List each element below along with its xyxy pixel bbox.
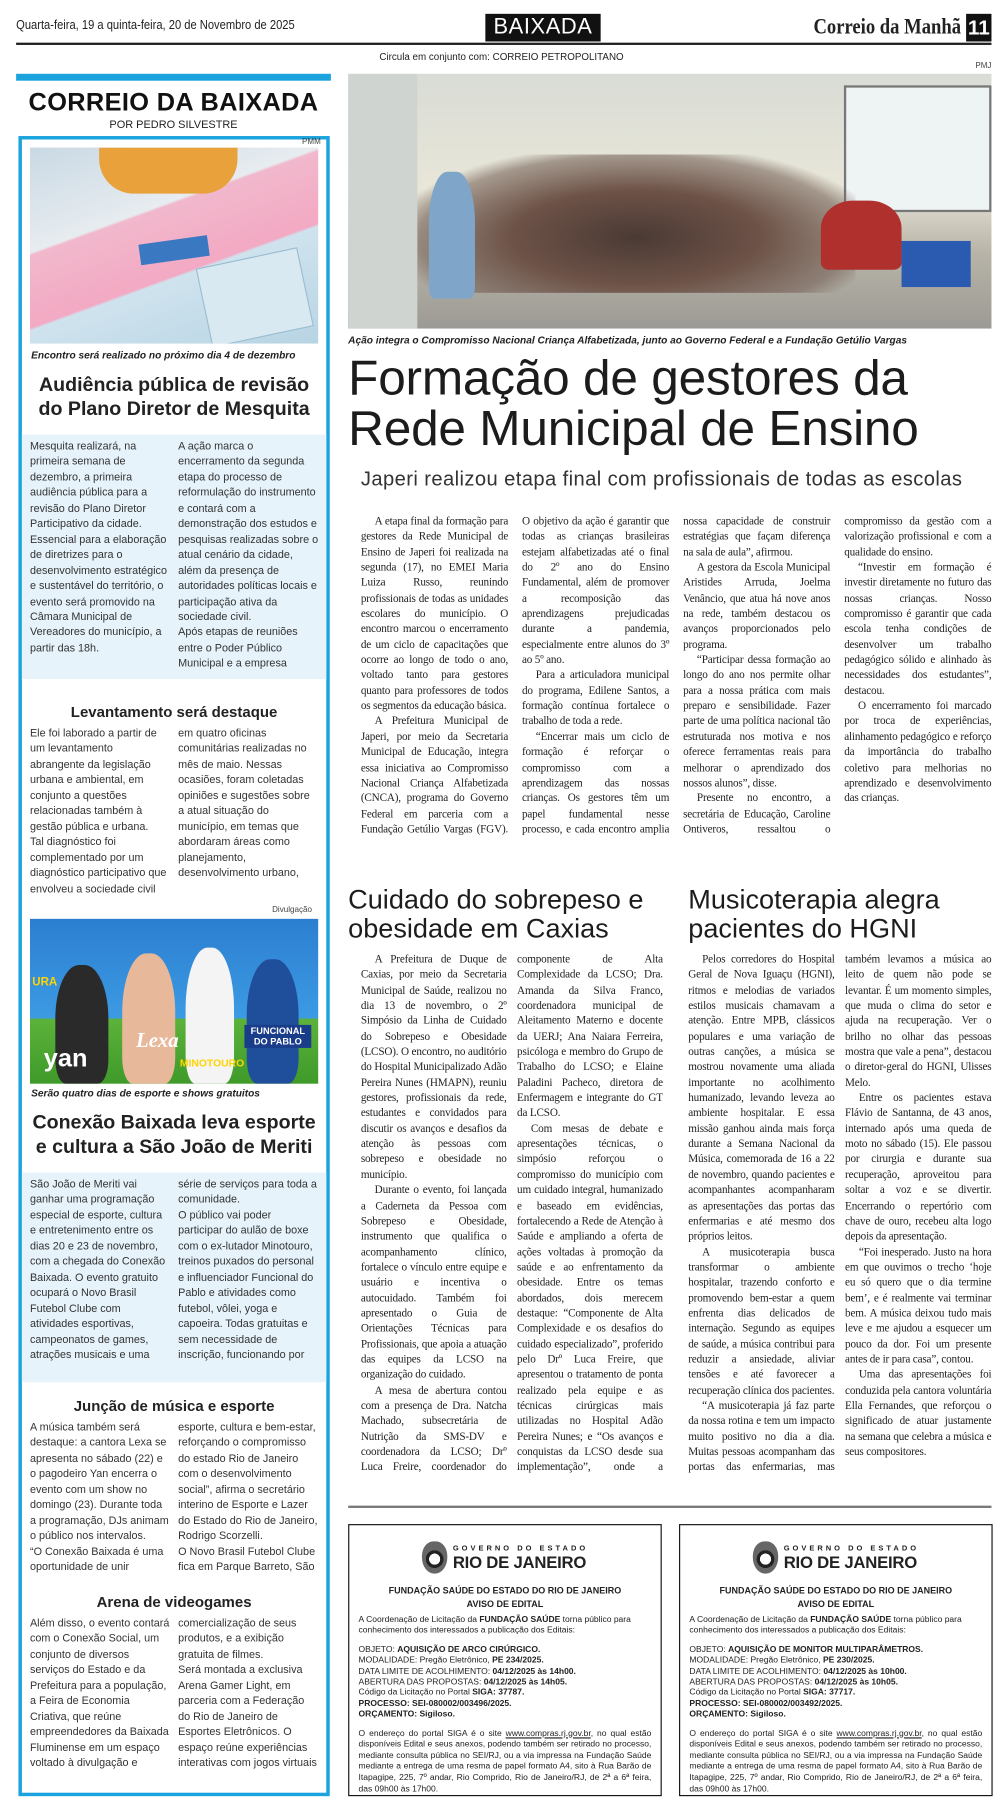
label: MODALIDADE: Pregão Eletrônico, (689, 1654, 823, 1665)
article-body (22, 1172, 326, 1382)
photo-caption: Serão quatro dias de esporte e shows gratuitos (31, 1087, 260, 1099)
article-body (361, 952, 663, 1482)
label: MODALIDADE: Pregão Eletrônico, (358, 1654, 493, 1665)
state-government-logo (689, 1541, 982, 1573)
paragraph: A gestora da Escola Municipal Aristides Arruda, Joelma Venâncio, que atua há nove anos na rede, também destacou os avanços proporcionados pelo programa. (683, 561, 831, 652)
notice-opening: 04/12/2025 às 14h05. (483, 1676, 568, 1687)
paragraph: “Encerrar mais um ciclo de formação é reforçar o compromisso com a aprendizagem das nossas crianças. Os gestores têm um papel fundamental nesse processo, e cada encontro amplia nossa capacidade de construir estratégias que façam diferença na sala de aula”, afirmou. (521, 515, 831, 836)
article-headline: Cuidado do sobrepeso e obesidade em Caxias (348, 884, 644, 944)
banner-text: yan (43, 1043, 88, 1073)
paragraph: Entre os pacientes estava Flávio de Santanna, de 43 anos, internado após uma queda de moto no sábado (15). Ele passou por cirurgia e durante sua recuperação, aproveitou para soltar a voz e se divertir. Encerrando o repertório com chave de ouro, recebeu alta logo depois da apresentação. (845, 1091, 992, 1244)
label: OBJETO: (358, 1643, 398, 1655)
notice-title: AVISO DE EDITAL (797, 1599, 875, 1610)
main-headline: Formação de gestores da Rede Municipal de Ensino (348, 350, 919, 457)
logo-text: GOVERNO DO ESTADO (452, 1545, 589, 1554)
text: , no qual estão disponíveis Edital e seus anexos, podendo também ser retirado no processo, mediante consulta pública no SEI/RJ, ou a via impressa na Fundação Saúde mediante a entrega de uma resma de papel formato A4, sito à Rua Barão de Itapagipe, 225, 7º andar, Rio Comprido, Rio de Janeiro/RJ, de 2ª a 6ª feira, das 09h00 às 17h00. (689, 1727, 983, 1794)
label: ABERTURA DAS PROPOSTAS: (689, 1676, 815, 1687)
paragraph: A Prefeitura de Duque de Caxias, por meio da Secretaria Municipal de Saúde, realizou no dia 13 de novembro, o 2º Simpósio da Linha de Cuidado do Sobrepeso e Obesidade (LCSO). O encontro, no auditório do Hospital Municipalizado Adão Pereira Nunes (HMAPN), reuniu gestores, profissionais da rede, estudantes e convidados para discutir os avanços e desafios da atenção às pessoas com sobrepeso e obesidade no município. (360, 953, 507, 1182)
paragraph: “Investir em formação é investir diretamente no futuro das nossas crianças. Nosso compromisso é garantir que cada escola tenha condições de desenvolver um trabalho pedagógico sólido e alinhado às necessidades dos estudantes”, destacou. (844, 561, 992, 698)
paragraph: O público vai poder participar do aulão de boxe com o ex-lutador Minotouro, treinos puxados do personal e influenciador Funcional do Pablo e atividades como futebol, vôlei, yoga e capoeira. Todas gratuitas e sem necessidade de inscrição, funcionando por (178, 1208, 314, 1361)
paragraph: A ação marca o encerramento da segunda etapa do processo de reformulação do instrumento e contará com a demonstração dos estudos e pesquisas realizadas sobre o atual cenário da cidade, além da presença de autoridades políticas locais e participação ativa da sociedade civil. (178, 439, 319, 623)
notice-process: PROCESSO: SEI-080002/003496/2025. (358, 1697, 512, 1709)
notice-modality: PE 234/2025. (492, 1654, 544, 1665)
paragraph: “Foi inesperado. Justo na hora em que ouvimos o trecho ‘hoje eu só quero que o dia termine bem’, e é realmente vai terminar bem. A música deixou tudo mais leve e me ajudou a esquecer um pouco da dor. Foi um presente antes de ir para casa”, contou. (845, 1245, 992, 1367)
page-number: 11 (966, 14, 991, 42)
label: ABERTURA DAS PROPOSTAS: (358, 1676, 484, 1687)
edition-date: Quarta-feira, 19 a quinta-feira, 20 de Novembro de 2025 (16, 18, 295, 33)
article-body (22, 722, 326, 900)
label: OBJETO: (689, 1643, 729, 1655)
notice-title: AVISO DE EDITAL (466, 1599, 544, 1610)
newspaper-logo: Correio da Manhã (813, 14, 962, 40)
article-body (22, 1612, 326, 1787)
column-byline: POR PEDRO SILVESTRE (109, 118, 238, 132)
article-subhead: Arena de videogames (96, 1593, 252, 1611)
logo-text: GOVERNO DO ESTADO (783, 1545, 920, 1554)
paragraph: “A musicoterapia já faz parte da nossa rotina e tem um impacto muito positivo no dia a dia. Muitas pessoas acompanham das portas das enfermarias, mas também levamos a música ao leito de quem não pode se levantar. É um momento simples, que muda o clima do setor e ajuda na recuperação. Ver o brilho no olhar das pessoas mostra que vale a pena”, destacou o diretor-geral do HGNI, Ulisses Melo. (688, 953, 992, 1474)
article-body (22, 435, 326, 679)
state-government-logo (359, 1541, 652, 1573)
notice-budget: ORÇAMENTO: Sigiloso. (358, 1708, 455, 1720)
notice-object: AQUISIÇÃO DE MONITOR MULTIPARÂMETROS. (728, 1643, 924, 1655)
column-accent-bar (16, 74, 331, 81)
paragraph: Uma das apresentações foi conduzida pela cantora voluntária Ella Fernandes, que reforçou o significado de atuar justamente na semana que celebra a música e seus compositores. (845, 1368, 992, 1459)
notice-modality: PE 230/2025. (822, 1654, 875, 1665)
notice-deadline: 04/12/2025 às 10h00. (823, 1665, 907, 1676)
photo-credit: Divulgação (272, 906, 313, 915)
notice-org: FUNDAÇÃO SAÚDE DO ESTADO DO RIO DE JANEIRO (719, 1585, 953, 1596)
section-divider (348, 1506, 991, 1508)
paragraph: O Novo Brasil Futebol Clube fica em Parque Barreto, São (178, 1544, 316, 1573)
circulation-note: Circula em conjunto com: CORREIO PETROPOLITANO (379, 50, 624, 63)
text: FUNDAÇÃO SAÚDE (810, 1614, 892, 1625)
article-body (688, 952, 991, 1482)
paragraph: “Participar dessa formação ao longo do ano nos permite olhar para a nossa prática com mais preparo e sensibilidade. Fazer parte de uma política nacional tão estruturada nos motiva e nos oferece ferramentas reais para melhorar o aprendizado dos nossos alunos”, disse. (683, 653, 831, 790)
label: DATA LIMITE DE ACOLHIMENTO: (358, 1665, 493, 1676)
paragraph: A Prefeitura Municipal de Japeri, por meio da Secretaria Municipal de Educação, integra essa iniciativa ao Compromisso Nacional Criança Alfabetizada (CNCA), programa do Governo Federal em parceria com a Fundação Getúlio Vargas (FGV). O objetivo da ação é garantir que todas as crianças brasileiras estejam alfabetizadas até o final do 2º ano do Ensino Fundamental, além de promover a recomposição das aprendizagens prejudicadas durante a pandemia, especialmente entre alunos do 3º ao 5º ano. (360, 515, 670, 836)
photo-credit: PMJ (975, 62, 992, 71)
paragraph: São João de Meriti vai ganhar uma programação especial de esporte, cultura e entretenimento entre os dias 20 e 23 de novembro, com a chegada do Conexão Baixada. O evento gratuito ocupará o Novo Brasil Futebol Clube com atividades esportivas, campeonatos de games, atrações musicais e uma série de serviços para toda a comunidade. (29, 1177, 317, 1361)
notice-budget: ORÇAMENTO: Sigiloso. (689, 1708, 786, 1720)
paragraph: A etapa final da formação para gestores da Rede Municipal de Ensino de Japeri foi realizada na segunda (17), no EMEI Maria Luiza Russo, reunindo profissionais de todas as unidades escolares do município. O encontro marcou o encerramento de um ciclo de capacitações que ocorre ao longo de todo o ano, voltado tanto para gestores quanto para professores de todos os segmentos da educação básica. (360, 515, 509, 713)
legal-notice-ad (679, 1524, 993, 1796)
text: O endereço do portal SIGA é o site (689, 1727, 837, 1739)
banner-text: URA (32, 976, 58, 990)
article-subhead: Levantamento será destaque (70, 703, 278, 721)
column-title: CORREIO DA BAIXADA (28, 87, 319, 117)
paragraph: Mesquita realizará, na primeira semana de dezembro, a primeira audiência pública para a revisão do Plano Diretor Participativo da cidade. Essencial para a elaboração de diretrizes para o desenvolvimento estratégico e sustentável do território, o evento será promovido na Câmara Municipal de Vereadores do município, a partir das 18h. (29, 439, 167, 654)
banner-text: Lexa (136, 1028, 179, 1052)
portal-link[interactable]: www.compras.rj.gov.br (505, 1727, 591, 1739)
text: torna público para conhecimento dos interessados a publicação dos Editais: (358, 1614, 631, 1636)
header-divider (16, 43, 991, 45)
photo-caption: Encontro será realizado no próximo dia 4 de dezembro (31, 349, 296, 361)
label: Código da Licitação no Portal (689, 1687, 804, 1698)
text: FUNDAÇÃO SAÚDE (479, 1614, 561, 1625)
notice-deadline: 04/12/2025 às 14h00. (492, 1665, 576, 1676)
paragraph: Presente no encontro, a secretária de Educação, Caroline Ontiveros, ressaltou o compromisso da gestão com a valorização profissional e com a qualidade do ensino. (683, 515, 992, 836)
paragraph: A mesa de abertura contou com a presença de Dra. Natcha Machado, subsecretária de Nutrição da SMS-DV e coordenadora da LCSO; Drº Luca Freire, coordenador do componente de Alta Complexidade da LCSO; Dra. Amanda da Silva Franco, coordenadora municipal de Aleitamento Materno e docente da UERJ; Ana Naiara Ferreira, psicóloga e membro do Grupo de Trabalho do LCSO; e Elaine Paladini Pacheco, diretora de Enfermagem e integrante do GT da LCSO. (360, 953, 663, 1474)
paragraph: Ele foi laborado a partir de um levantamento abrangente da legislação urbana e ambiental, em conjunto a questões relacionadas também à gestão pública e urbana. (29, 726, 157, 833)
group-photo (348, 74, 991, 329)
text: O endereço do portal SIGA é o site (358, 1727, 506, 1739)
paragraph: Após etapas de reuniões entre o Poder Público Municipal e a empresa (178, 625, 298, 670)
logo-text: RIO DE JANEIRO (452, 1553, 587, 1573)
legal-notice-ad (348, 1524, 662, 1796)
photo-credit: PMM (302, 138, 321, 147)
article-subhead: Junção de música e esporte (73, 1397, 275, 1415)
paragraph: “O Conexão Baixada é uma oportunidade de unir esporte, cultura e bem-estar, reforçando o compromisso do estado Rio de Janeiro com o desenvolvimento social”, afirma o secretário interino de Esporte e Lazer do Estado do Rio de Janeiro, Rodrigo Scorzelli. (29, 1420, 318, 1573)
notice-code: SIGA: 37787. (472, 1687, 525, 1698)
photo-caption: Ação integra o Compromisso Nacional Criança Alfabetizada, junto ao Governo Federal e a Fundação Getúlio Vargas (348, 334, 908, 346)
paragraph: O encerramento foi marcado por troca de experiências, alinhamento pedagógico e reforço da importância do trabalho coletivo para melhorias no aprendizado e desenvolvimento das crianças. (844, 699, 992, 805)
notice-object: AQUISIÇÃO DE ARCO CIRÚRGICO. (397, 1643, 541, 1655)
article-headline: Audiência pública de revisão do Plano Diretor de Mesquita (38, 373, 310, 420)
label: DATA LIMITE DE ACOLHIMENTO: (689, 1665, 824, 1676)
paragraph: Para a articuladora municipal do programa, Edilene Santos, a formação contínua fortalece o trabalho de toda a rede. (521, 669, 670, 729)
notice-code: SIGA: 37717. (803, 1687, 856, 1698)
banner-text: FUNCIONAL DO PABLO (244, 1025, 311, 1048)
paragraph: Tal diagnóstico foi complementado por um diagnóstico participativo que envolveu a sociedade civil em quatro oficinas comunitárias realizadas no mês de maio. Nessas ocasiões, foram coletadas opiniões e sugestões sobre a atual situação do município, em temas que abordaram áreas como planejamento, desenvolvimento urbano, (29, 726, 310, 895)
paragraph: A musicoterapia busca transformar o ambiente hospitalar, trazendo conforto e promovendo bem-estar a quem enfrenta dias delicados de internação. Segundo as equipes de saúde, a música contribui para reduzir a ansiedade, aliviar tensões e até favorecer a recuperação clínica dos pacientes. (688, 1245, 835, 1397)
label: Código da Licitação no Portal (358, 1687, 473, 1698)
notice-opening: 04/12/2025 às 10h05. (814, 1676, 898, 1687)
event-banner-photo (30, 919, 318, 1084)
article-body (22, 1416, 326, 1589)
paragraph: Pelos corredores do Hospital Geral de Nova Iguaçu (HGNI), ritmos e melodias de variados estilos musicais chamavam a atenção. Entre MPB, clássicos populares e uma variação de outras canções, a música se mostrou novamente uma aliada importante no acolhimento humanizado, levando leveza ao ambiente hospitalar. E essa missão ganhou ainda mais força durante a Semana Nacional da Música, comemorada de 16 a 22 de novembro, quando pacientes e acompanhantes acompanharam as apresentações das portas das enfermarias e até mesmo dos próprios leitos. (688, 953, 835, 1244)
text: A Coordenação de Licitação da (358, 1614, 480, 1625)
meeting-photo (30, 148, 318, 344)
paragraph: Durante o evento, foi lançada a Caderneta da Pessoa com Sobrepeso e Obesidade, instrumento que qualifica o acompanhamento clínico, fortalece o vínculo entre equipe e usuário e incentiva o autocuidado. Também foi apresentado o Guia de Orientações Técnicas para Profissionais, que apoia a atuação das equipes da LCSO na organização do cuidado. (360, 1184, 507, 1382)
paragraph: Além disso, o evento contará com o Conexão Social, um conjunto de diversos serviços do Estado e da Prefeitura para a população, a Feira de Economia Criativa, que reúne empreendedores da Baixada Fluminense em um espaço voltado à divulgação e comercialização de seus produtos, e a exibição gratuita de filmes. (29, 1616, 297, 1769)
banner-text: MINOTOURO (179, 1057, 245, 1069)
notice-org: FUNDAÇÃO SAÚDE DO ESTADO DO RIO DE JANEIRO (388, 1585, 622, 1596)
text: A Coordenação de Licitação da (689, 1614, 811, 1625)
notice-process: PROCESSO: SEI-080002/003492/2025. (689, 1697, 843, 1709)
text: torna público para conhecimento dos interessados a publicação dos Editais: (689, 1614, 962, 1636)
coat-of-arms-icon (753, 1541, 778, 1573)
section-label: BAIXADA (485, 14, 600, 42)
main-article-body (361, 514, 992, 867)
paragraph: Será montada a exclusiva Arena Gamer Light, em parceria com a Federação do Rio de Janeiro de Esportes Eletrônicos. O espaço reúne experiências interativas com jogos virtuais (178, 1662, 317, 1769)
coat-of-arms-icon (422, 1541, 447, 1573)
main-subtitle: Japeri realizou etapa final com profissionais de todas as escolas (360, 466, 963, 490)
portal-link[interactable]: www.compras.rj.gov.br (836, 1727, 922, 1739)
article-headline: Conexão Baixada leva esporte e cultura a São João de Meriti (32, 1111, 316, 1158)
paragraph: Com mesas de debate e apresentações técnicas, o simpósio reforçou o compromisso do município com um cuidado integral, humanizado e baseado em evidências, fortalecendo a Rede de Atenção à Saúde e ampliando a oferta de ações voltadas à promoção da saúde e ao enfrentamento da obesidade. Entre os temas abordados, dois merecem destaque: “Componente de Alta Complexidade e os desafios do cuidado especializado”, proferido pelo Drº Luca Freire, que apresentou o tratamento de ponta realizado pela equipe e as técnicas cirúrgicas mais utilizadas no Hospital Adão Pereira Nunes; e “Os avanços e conquistas da LCSO desde sua implementação”, onde a (517, 1122, 663, 1474)
paragraph: A música também será destaque: a cantora Lexa se apresenta no sábado (22) e o pagodeiro Yan encerra o evento com um show no domingo (23). Durante toda a programação, DJs animam o público nos intervalos. (29, 1420, 169, 1542)
text: , no qual estão disponíveis Edital e seus anexos, podendo também ser retirado no processo, mediante consulta pública no SEI/RJ, ou a via impressa na Fundação Saúde mediante a entrega de uma resma de papel formato A4, sito à Rua Barão de Itapagipe, 225, 7º andar, Rio Comprido, Rio de Janeiro/RJ, de 2ª a 6ª feira, das 09h00 às 17h00. (358, 1727, 652, 1794)
logo-text: RIO DE JANEIRO (783, 1553, 918, 1573)
article-headline: Musicoterapia alegra pacientes do HGNI (688, 884, 940, 944)
